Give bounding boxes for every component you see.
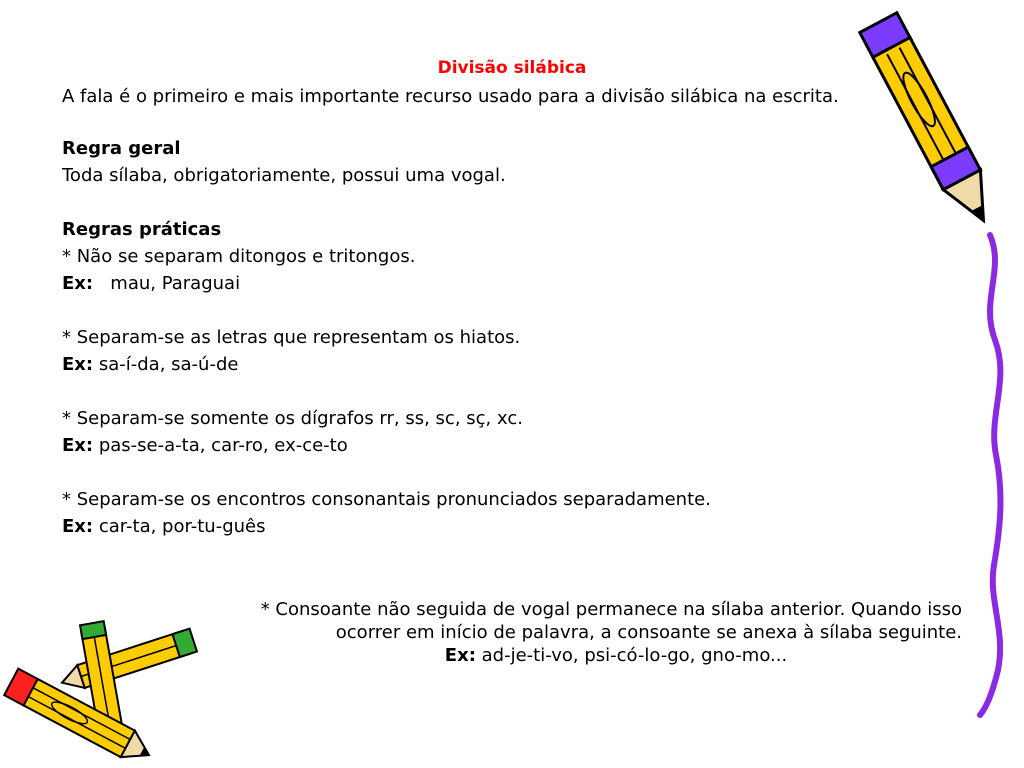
rule-item: * Separam-se os encontros consonantais pronunciados separadamente. (62, 489, 711, 510)
pencils-cluster-icon (0, 612, 215, 762)
example-text: car-ta, por-tu-guês (98, 516, 266, 537)
rule-item: * Separam-se somente os dígrafos rr, ss, sc, sç, xc. (62, 408, 523, 429)
final-rule (150, 598, 962, 667)
example-label: Ex: (62, 354, 94, 375)
rule-general-text: Toda sílaba, obrigatoriamente, possui uma vogal. (62, 165, 506, 186)
purple-ribbon-line (960, 230, 1020, 720)
example-line (62, 270, 902, 297)
example-label: Ex: (444, 645, 476, 666)
final-rule-line1: * Consoante não seguida de vogal permanece na sílaba anterior. Quando isso (260, 599, 962, 620)
slide-content (62, 86, 902, 540)
example-label: Ex: (62, 273, 94, 294)
example-text: pas-se-a-ta, car-ro, ex-ce-to (98, 435, 348, 456)
rule-general-heading: Regra geral (62, 138, 181, 159)
example-text: mau, Paraguai (110, 273, 241, 294)
rule-item: * Separam-se as letras que representam os hiatos. (62, 327, 521, 348)
final-rule-line2: ocorrer em início de palavra, a consoante se anexa à sílaba seguinte. (335, 622, 962, 643)
example-line (62, 513, 902, 540)
example-label: Ex: (62, 516, 94, 537)
intro-text: A fala é o primeiro e mais importante recurso usado para a divisão silábica na escrita. (62, 86, 839, 107)
example-text: ad-je-ti-vo, psi-có-lo-go, gno-mo... (481, 645, 788, 666)
example-line (62, 432, 902, 459)
example-label: Ex: (62, 435, 94, 456)
example-line (62, 351, 902, 378)
pencil-icon (855, 2, 1005, 247)
slide-title: Divisão silábica (437, 58, 587, 78)
final-example-line (150, 644, 962, 667)
rules-practical-heading: Regras práticas (62, 219, 222, 240)
rule-item: * Não se separam ditongos e tritongos. (62, 246, 416, 267)
example-text: sa-í-da, sa-ú-de (98, 354, 239, 375)
